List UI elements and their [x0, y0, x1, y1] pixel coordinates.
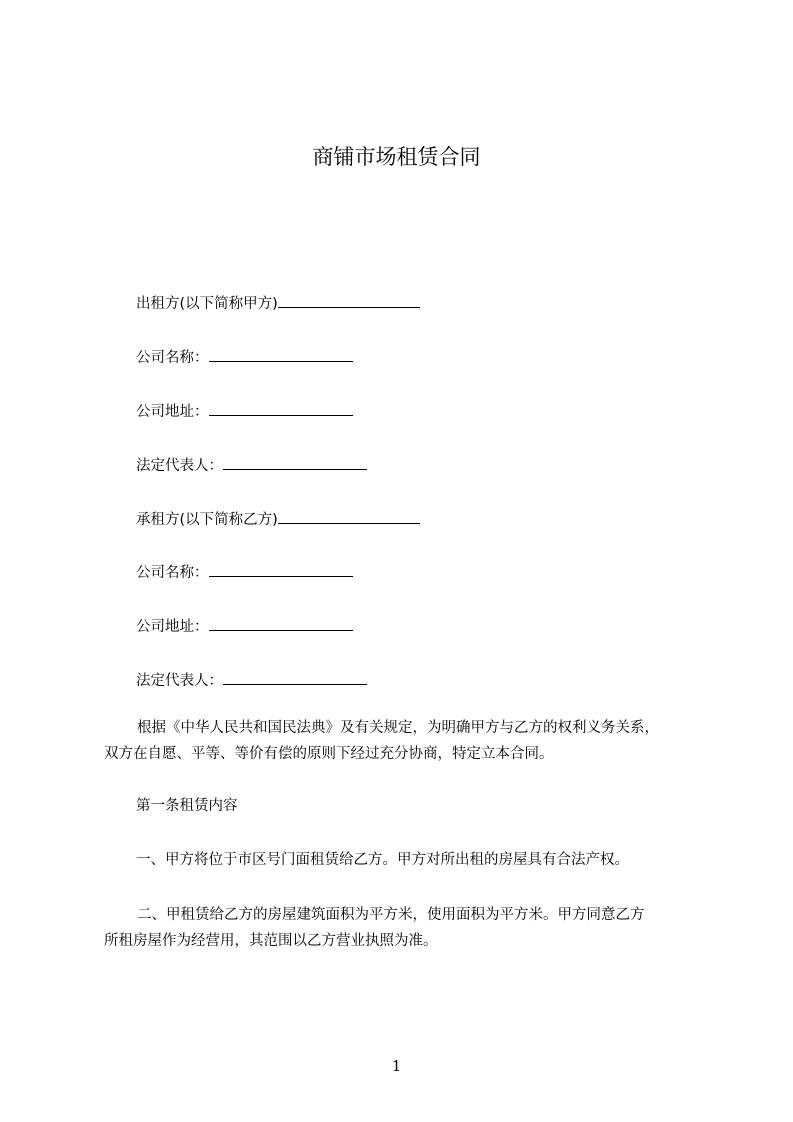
- lessee-label: 承租方(以下简称乙方): [136, 512, 278, 528]
- lessee-legal-rep-label: 法定代表人：: [136, 673, 223, 689]
- clause-2-line-1: [104, 902, 724, 928]
- lessee-company-name-label: 公司名称：: [136, 565, 209, 581]
- lessor-legal-rep-line: [136, 454, 367, 476]
- preamble-line-2-text: 双方在自愿、平等、等价有偿的原则下经过充分协商，特定立本合同。: [104, 746, 554, 762]
- lessor-company-name-blank: [209, 346, 353, 362]
- lessor-line: [136, 292, 420, 314]
- lessee-legal-rep-blank: [223, 669, 367, 685]
- article-1-clause-2: [104, 902, 724, 954]
- article-1-heading: 第一条租赁内容: [136, 798, 238, 814]
- lessor-company-address-blank: [209, 400, 353, 416]
- preamble-line-2: [104, 741, 724, 767]
- lessor-blank: [278, 292, 420, 308]
- clause-2-line-2: [104, 928, 724, 954]
- lessor-label: 出租方(以下简称甲方): [136, 296, 278, 312]
- lessee-company-address-line: [136, 615, 353, 637]
- lessee-legal-rep-line: [136, 669, 367, 691]
- lessee-company-name-blank: [209, 561, 353, 577]
- lessee-line: [136, 508, 420, 530]
- preamble-paragraph: [104, 715, 724, 767]
- lessor-legal-rep-blank: [223, 454, 367, 470]
- lessee-company-address-blank: [209, 615, 353, 631]
- lessor-company-name-label: 公司名称：: [136, 350, 209, 366]
- contract-title: 商铺市场租赁合同: [312, 145, 481, 169]
- clause-2-line-2-text: 所租房屋作为经营用，其范围以乙方营业执照为准。: [104, 933, 438, 949]
- lessee-company-address-label: 公司地址：: [136, 619, 209, 635]
- lessee-company-name-line: [136, 561, 353, 583]
- lessor-company-address-line: [136, 400, 353, 422]
- clause-2-line-1-text: 二、甲租赁给乙方的房屋建筑面积为平方米，使用面积为平方米。甲方同意乙方: [137, 907, 645, 923]
- lessor-company-name-line: [136, 346, 353, 368]
- article-1-clause-1: 一、甲方将位于市区号门面租赁给乙方。甲方对所出租的房屋具有合法产权。: [136, 852, 629, 868]
- page-number: 1: [391, 1057, 402, 1075]
- lessee-blank: [278, 508, 420, 524]
- lessor-company-address-label: 公司地址：: [136, 404, 209, 420]
- lessor-legal-rep-label: 法定代表人：: [136, 458, 223, 474]
- preamble-line-1: [104, 715, 724, 741]
- preamble-line-1-text: 根据《中华人民共和国民法典》及有关规定，为明确甲方与乙方的权利义务关系，: [137, 720, 659, 736]
